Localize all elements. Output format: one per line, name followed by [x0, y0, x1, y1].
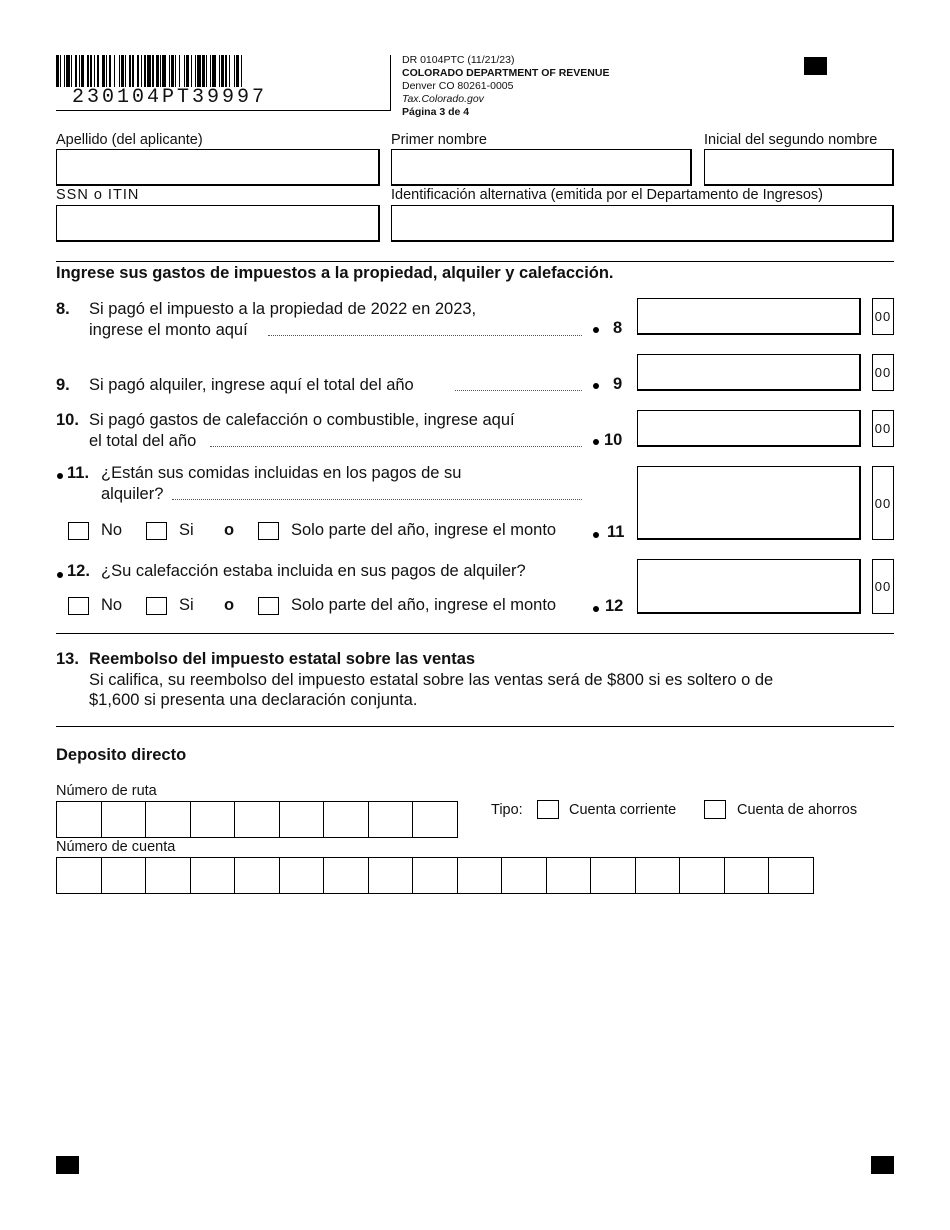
line-11-text-2: alquiler?: [101, 485, 164, 503]
line-8-number: 8.: [56, 300, 70, 318]
savings-checkbox[interactable]: [704, 800, 726, 819]
line-11-text: ¿Están sus comidas incluidas en los pagos de su: [101, 464, 462, 482]
ssn-field[interactable]: [56, 205, 380, 242]
savings-label: Cuenta de ahorros: [737, 802, 858, 818]
ssn-label: SSN o ITIN: [56, 187, 140, 203]
line-11-number: 11.: [67, 464, 90, 482]
line-12-or: o: [224, 596, 235, 614]
line-8-cents: 00: [872, 298, 894, 335]
registration-mark-bottom-left: [56, 1156, 79, 1174]
deposit-title: Deposito directo: [56, 746, 187, 764]
account-type-label: Tipo:: [491, 802, 523, 818]
line-12-cents: 00: [872, 559, 894, 614]
alt-id-field[interactable]: [391, 205, 894, 242]
checking-checkbox[interactable]: [537, 800, 559, 819]
line-12-si-checkbox[interactable]: [146, 597, 167, 615]
routing-digit-cell[interactable]: [57, 802, 102, 837]
registration-mark-bottom-right: [871, 1156, 894, 1174]
deposit-divider: [56, 726, 894, 727]
line-11-si-checkbox[interactable]: [146, 522, 167, 540]
middle-initial-field[interactable]: [704, 149, 894, 186]
line-12-no-checkbox[interactable]: [68, 597, 89, 615]
header-vertical-divider: [390, 55, 391, 111]
line-12-lead-bullet: [57, 572, 63, 578]
last-name-field[interactable]: [56, 149, 380, 186]
routing-digit-cell[interactable]: [413, 802, 458, 837]
routing-number-grid[interactable]: [56, 801, 458, 838]
line-11-partial-label: Solo parte del año, ingrese el monto: [291, 521, 557, 539]
account-digit-cell[interactable]: [57, 858, 102, 893]
line-11-bullet: [593, 532, 599, 538]
line-11-no-label: No: [101, 521, 123, 539]
line-12-text: ¿Su calefacción estaba incluida en sus pagos de alquiler?: [101, 562, 526, 580]
line-8-text: Si pagó el impuesto a la propiedad de 2022 en 2023,: [89, 300, 477, 318]
registration-mark-top: [804, 57, 827, 75]
account-digit-cell[interactable]: [324, 858, 369, 893]
line-8-text-2: ingrese el monto aquí: [89, 321, 248, 339]
first-name-label: Primer nombre: [391, 132, 487, 148]
account-digit-cell[interactable]: [369, 858, 414, 893]
account-digit-cell[interactable]: [458, 858, 503, 893]
line-9-leader: [455, 390, 582, 391]
routing-digit-cell[interactable]: [235, 802, 280, 837]
line-10-bullet: [593, 439, 599, 445]
line-11-lead-bullet: [57, 473, 63, 479]
routing-digit-cell[interactable]: [191, 802, 236, 837]
line-11-amount-field[interactable]: [637, 466, 861, 540]
routing-digit-cell[interactable]: [102, 802, 147, 837]
account-digit-cell[interactable]: [547, 858, 592, 893]
line-8-ref: 8: [613, 319, 623, 337]
routing-digit-cell[interactable]: [146, 802, 191, 837]
line-11-si-label: Si: [179, 521, 194, 539]
line-8-bullet: [593, 327, 599, 333]
line-8-amount-field[interactable]: [637, 298, 861, 335]
line-9-cents: 00: [872, 354, 894, 391]
line-13-text: Si califica, su reembolso del impuesto estatal sobre las ventas será de $800 si es soltero o de: [89, 671, 774, 689]
routing-digit-cell[interactable]: [324, 802, 369, 837]
barcode-number: 230104PT39997: [72, 86, 268, 109]
routing-digit-cell[interactable]: [280, 802, 325, 837]
department-name: COLORADO DEPARTMENT OF REVENUE: [402, 67, 610, 79]
account-digit-cell[interactable]: [191, 858, 236, 893]
line-10-number: 10.: [56, 411, 79, 429]
department-website: Tax.Colorado.gov: [402, 93, 484, 105]
line-12-amount-field[interactable]: [637, 559, 861, 614]
line-10-ref: 10: [604, 431, 623, 449]
line-13-title: Reembolso del impuesto estatal sobre las ventas: [89, 650, 476, 668]
line-10-cents: 00: [872, 410, 894, 447]
account-digit-cell[interactable]: [280, 858, 325, 893]
account-digit-cell[interactable]: [636, 858, 681, 893]
line-13-divider: [56, 633, 894, 634]
line-11-no-checkbox[interactable]: [68, 522, 89, 540]
section-title: Ingrese sus gastos de impuestos a la propiedad, alquiler y calefacción.: [56, 264, 614, 282]
line-13-number: 13.: [56, 650, 79, 668]
account-digit-cell[interactable]: [413, 858, 458, 893]
routing-digit-cell[interactable]: [369, 802, 414, 837]
department-address: Denver CO 80261-0005: [402, 80, 514, 92]
routing-number-label: Número de ruta: [56, 783, 157, 799]
line-10-text: Si pagó gastos de calefacción o combustible, ingrese aquí: [89, 411, 515, 429]
header-divider: [56, 110, 390, 111]
line-12-si-label: Si: [179, 596, 194, 614]
form-id: DR 0104PTC (11/21/23): [402, 54, 515, 66]
barcode-bar: [242, 55, 243, 87]
line-12-partial-checkbox[interactable]: [258, 597, 279, 615]
account-number-grid[interactable]: [56, 857, 814, 894]
line-10-leader: [210, 446, 582, 447]
line-11-leader: [172, 499, 582, 500]
line-9-ref: 9: [613, 375, 623, 393]
line-9-amount-field[interactable]: [637, 354, 861, 391]
account-digit-cell[interactable]: [102, 858, 147, 893]
line-12-ref: 12: [605, 597, 624, 615]
line-9-number: 9.: [56, 376, 70, 394]
line-11-cents: 00: [872, 466, 894, 540]
line-10-amount-field[interactable]: [637, 410, 861, 447]
account-digit-cell[interactable]: [235, 858, 280, 893]
barcode: [56, 55, 309, 87]
line-11-or: o: [224, 521, 235, 539]
account-digit-cell[interactable]: [146, 858, 191, 893]
account-digit-cell[interactable]: [769, 858, 814, 893]
line-13-text-2: $1,600 si presenta una declaración conjunta.: [89, 691, 418, 709]
middle-initial-label: Inicial del segundo nombre: [704, 132, 878, 148]
first-name-field[interactable]: [391, 149, 692, 186]
line-12-partial-label: Solo parte del año, ingrese el monto: [291, 596, 557, 614]
page-number: Página 3 de 4: [402, 106, 470, 118]
last-name-label: Apellido (del aplicante): [56, 132, 203, 148]
line-8-leader: [268, 335, 582, 336]
account-number-label: Número de cuenta: [56, 839, 176, 855]
account-digit-cell[interactable]: [680, 858, 725, 893]
line-10-text-2: el total del año: [89, 432, 197, 450]
line-9-bullet: [593, 383, 599, 389]
line-11-partial-checkbox[interactable]: [258, 522, 279, 540]
line-12-bullet: [593, 606, 599, 612]
section-divider: [56, 261, 894, 262]
line-12-no-label: No: [101, 596, 123, 614]
line-9-text: Si pagó alquiler, ingrese aquí el total del año: [89, 376, 414, 394]
line-11-ref: 11: [607, 523, 625, 541]
alt-id-label: Identificación alternativa (emitida por el Departamento de Ingresos): [391, 187, 824, 203]
account-digit-cell[interactable]: [502, 858, 547, 893]
line-12-number: 12.: [67, 562, 90, 580]
account-digit-cell[interactable]: [725, 858, 770, 893]
checking-label: Cuenta corriente: [569, 802, 677, 818]
account-digit-cell[interactable]: [591, 858, 636, 893]
